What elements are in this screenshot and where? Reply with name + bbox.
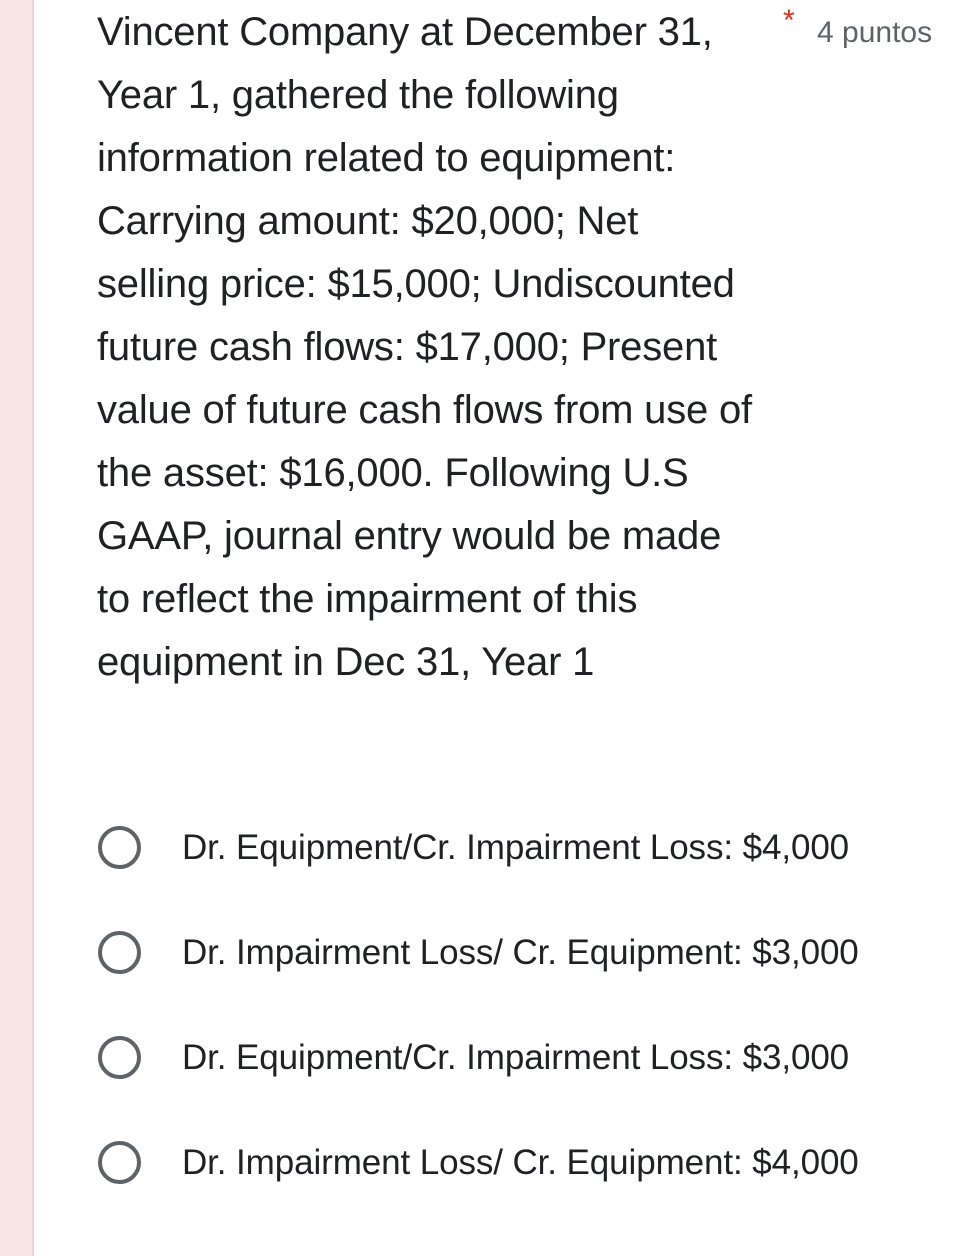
question-text: Vincent Company at December 31, Year 1, gathered the following information related to equipment: Carrying amount: $20,000; Net selling price: $15,000; Undiscounted future cash flows: $17,000; Present value of future cash flows from use of the asset: $16,000. Following U.S GAAP, journal entry would be made to reflect the impairment of this equipment in Dec 31, Year 1	[97, 10, 752, 684]
radio-button[interactable]	[98, 826, 141, 869]
option-label: Dr. Impairment Loss/ Cr. Equipment: $4,000	[182, 1142, 859, 1182]
option-3[interactable]	[97, 1005, 957, 1110]
option-label: Dr. Impairment Loss/ Cr. Equipment: $3,000	[182, 932, 859, 972]
question-card	[97, 0, 975, 694]
radio-button[interactable]	[98, 931, 141, 974]
option-2[interactable]	[97, 900, 957, 1005]
option-4[interactable]	[97, 1110, 957, 1215]
radio-button[interactable]	[98, 1036, 141, 1079]
question-accent-strip	[0, 0, 34, 1256]
radio-button[interactable]	[98, 1141, 141, 1184]
question-header	[97, 0, 939, 694]
required-asterisk: *	[783, 4, 795, 37]
points-label: 4 puntos	[817, 16, 933, 49]
option-1[interactable]	[97, 795, 957, 900]
answer-options	[97, 795, 957, 1215]
option-label: Dr. Equipment/Cr. Impairment Loss: $4,000	[182, 827, 850, 867]
option-label: Dr. Equipment/Cr. Impairment Loss: $3,000	[182, 1037, 850, 1077]
